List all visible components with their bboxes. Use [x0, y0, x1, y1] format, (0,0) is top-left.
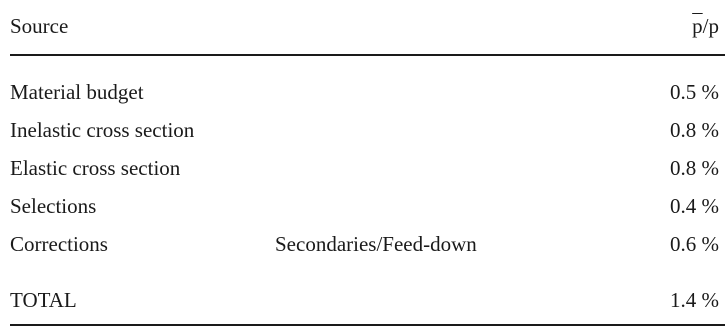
row-value: 0.8 %: [670, 156, 719, 180]
bottom-rule: [10, 324, 725, 326]
total-label: TOTAL: [10, 288, 77, 312]
header-rule: [10, 54, 725, 56]
row-source: Corrections: [10, 232, 108, 256]
systematics-table: [10, 0, 725, 330]
header-ratio: [692, 14, 719, 38]
row-value: 0.8 %: [670, 118, 719, 142]
row-source: Material budget: [10, 80, 144, 104]
total-value: 1.4 %: [670, 288, 719, 312]
row-value: 0.4 %: [670, 194, 719, 218]
row-source: Selections: [10, 194, 97, 218]
row-value: 0.6 %: [670, 232, 719, 256]
header-ratio-rest: /p: [702, 14, 719, 38]
row-value: 0.5 %: [670, 80, 719, 104]
header-ratio-bar: $\overline{p}$: [692, 14, 703, 38]
row-source: Inelastic cross section: [10, 118, 195, 142]
row-subsource: Secondaries/Feed-down: [275, 232, 477, 256]
header-source: Source: [10, 14, 69, 38]
row-source: Elastic cross section: [10, 156, 181, 180]
